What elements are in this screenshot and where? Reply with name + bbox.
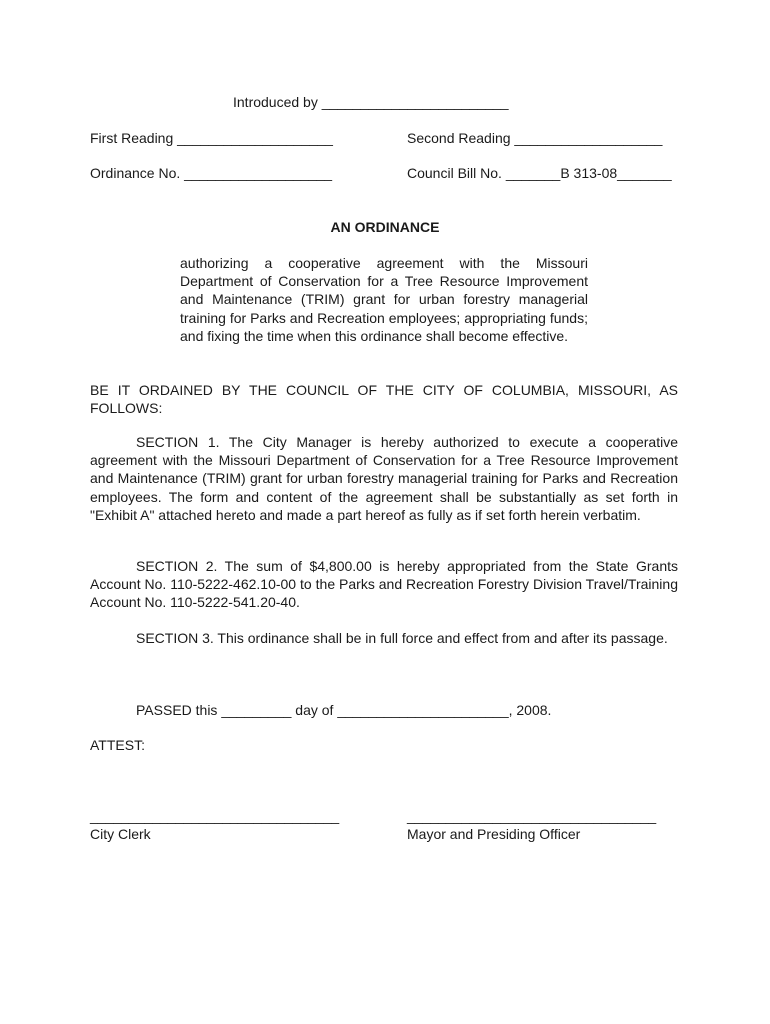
introduced-by-line: Introduced by ________________________ (233, 94, 509, 110)
section-1: SECTION 1. The City Manager is hereby authorized to execute a cooperative agreement with the Missouri Department of Conservation for a Tree Resource Improvement and Maintenance (TRIM) grant for urban forestry managerial training for Parks and Recreation employees. The form and content of the agreement shall be substantially as set forth in "Exhibit A" attached hereto and made a part hereof as fully as if set forth herein verbatim. (90, 434, 678, 523)
attest-label: ATTEST: (90, 737, 145, 753)
document-title: AN ORDINANCE (330, 219, 440, 235)
section-2: SECTION 2. The sum of $4,800.00 is hereby appropriated from the State Grants Account No. 110-5222-462.10-00 to the Parks and Recreation Forestry Division Travel/Training Account No. 110-5222-541.20-40. (90, 558, 678, 611)
city-clerk-label: City Clerk (90, 826, 151, 842)
council-bill-tail: _______ (617, 165, 672, 181)
clerk-signature-line: ________________________________ (90, 808, 340, 824)
council-bill-line (407, 165, 672, 181)
section-3: SECTION 3. This ordinance shall be in full force and effect from and after its passage. (136, 630, 668, 646)
council-bill-label: Council Bill No. _______ (407, 165, 561, 181)
council-bill-number: B 313-08 (560, 165, 618, 181)
first-reading-line: First Reading ____________________ (90, 130, 333, 146)
mayor-signature-line: ________________________________ (407, 808, 657, 824)
ordinance-summary: authorizing a cooperative agreement with the Missouri Department of Conservation for a Tree Resource Improvement and Maintenance (TRIM) grant for urban forestry managerial training for Parks and Recreation employees; appropriating funds; and fixing the time when this ordinance shall become effective. (180, 255, 588, 344)
second-reading-line: Second Reading ___________________ (407, 130, 663, 146)
enacting-clause: BE IT ORDAINED BY THE COUNCIL OF THE CITY OF COLUMBIA, MISSOURI, AS FOLLOWS: (90, 382, 678, 417)
passed-line: PASSED this _________ day of ______________________, 2008. (136, 702, 552, 718)
mayor-label: Mayor and Presiding Officer (407, 826, 581, 842)
ordinance-number-line: Ordinance No. ___________________ (90, 165, 333, 181)
